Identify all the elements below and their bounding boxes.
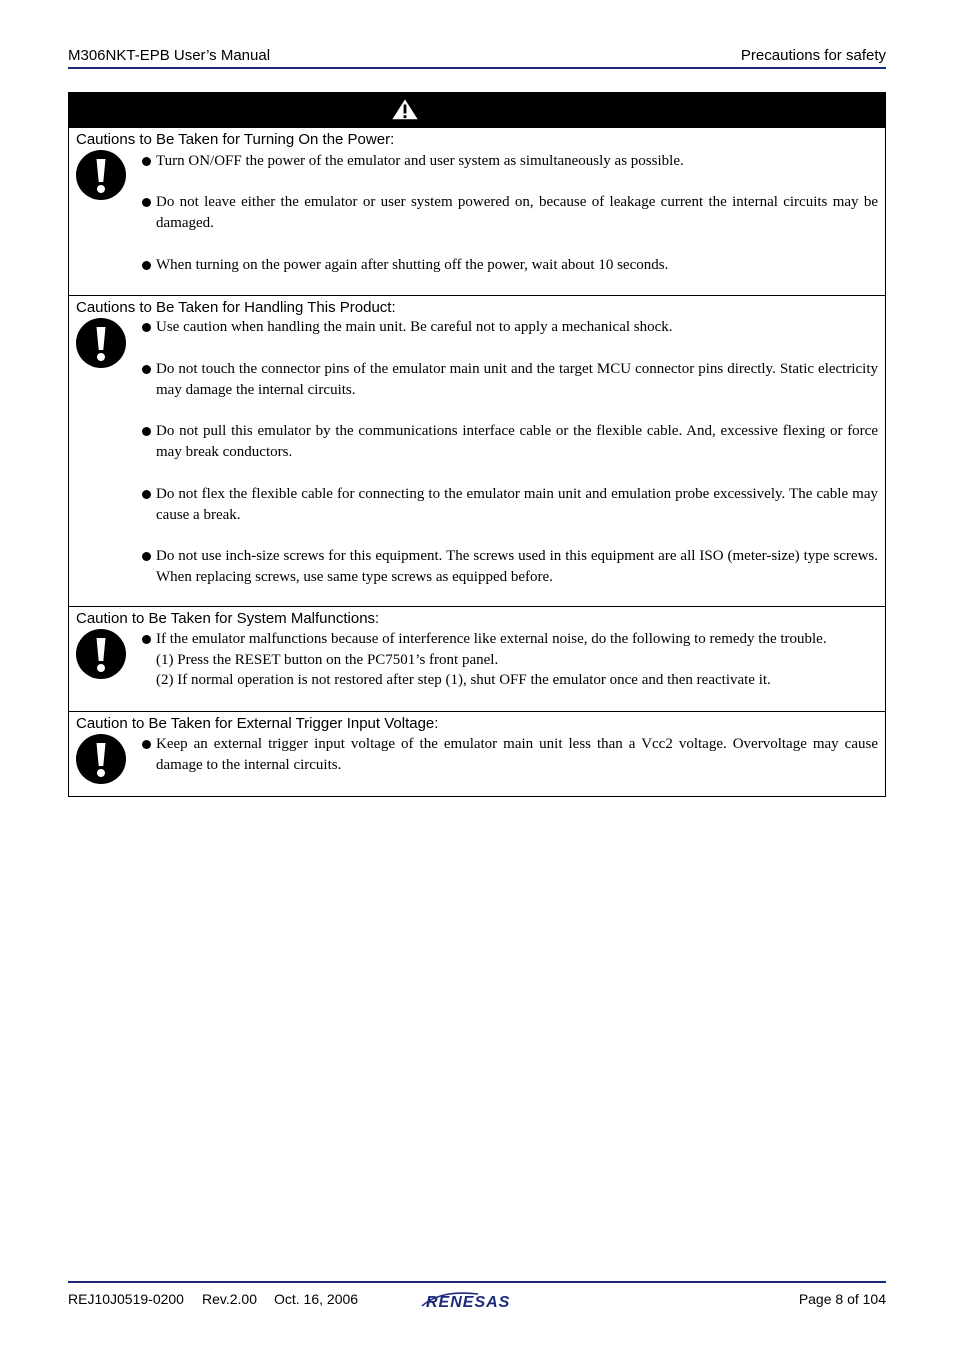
sub-step: (2) If normal operation is not restored after step (1), shut OFF the emulator once and then reactivate it. bbox=[156, 672, 771, 688]
section-handling bbox=[69, 295, 885, 606]
section-trigger-voltage bbox=[69, 711, 885, 796]
manual-title: M306NKT-EPB User’s Manual bbox=[68, 47, 271, 64]
date: Oct. 16, 2006 bbox=[274, 1291, 359, 1307]
page-header bbox=[68, 47, 886, 67]
chapter-title: Precautions for safety bbox=[740, 47, 886, 64]
list-item: Turn ON/OFF the power of the emulator and user system as simultaneously as possible. bbox=[142, 151, 878, 172]
list-item: Do not pull this emulator by the communications interface cable or the flexible cable. And, excessive flexing or force may break conductors. bbox=[142, 421, 878, 463]
section-title: Caution to Be Taken for System Malfunctions: bbox=[76, 610, 380, 627]
section-power bbox=[69, 127, 885, 295]
list-item: When turning on the power again after shutting off the power, wait about 10 seconds. bbox=[142, 255, 878, 276]
svg-text:RENESAS: RENESAS bbox=[426, 1294, 511, 1310]
mandatory-exclamation-icon bbox=[75, 149, 127, 201]
caution-table bbox=[68, 92, 886, 797]
section-title: Cautions to Be Taken for Turning On the Power: bbox=[76, 131, 395, 148]
list-item: Use caution when handling the main unit. Be careful not to apply a mechanical shock. bbox=[142, 317, 878, 338]
list-item: Do not leave either the emulator or user system powered on, because of leakage current the internal circuits may be damaged. bbox=[142, 192, 878, 234]
section-title: Cautions to Be Taken for Handling This Product: bbox=[76, 299, 396, 316]
renesas-logo bbox=[420, 1290, 536, 1310]
list-item: Do not touch the connector pins of the emulator main unit and the target MCU connector pins directly. Static electricity may damage the internal circuits. bbox=[142, 359, 878, 401]
footer-rule bbox=[68, 1281, 886, 1283]
list-item: Do not use inch-size screws for this equipment. The screws used in this equipment are all ISO (meter-size) type screws. When replacing screws, use same type screws as equipped before. bbox=[142, 546, 878, 588]
list-item: Keep an external trigger input voltage of the emulator main unit less than a Vcc2 voltage. Overvoltage may cause damage to the internal circuits. bbox=[142, 734, 878, 776]
mandatory-exclamation-icon bbox=[75, 628, 127, 680]
mandatory-exclamation-icon bbox=[75, 317, 127, 369]
sub-step: (1) Press the RESET button on the PC7501’s front panel. bbox=[156, 652, 499, 668]
section-title: Caution to Be Taken for External Trigger Input Voltage: bbox=[76, 715, 439, 732]
revision: Rev.2.00 bbox=[202, 1291, 257, 1307]
page-footer bbox=[68, 1290, 886, 1312]
page-number: Page 8 of 104 bbox=[798, 1291, 886, 1307]
list-item: Do not flex the flexible cable for connecting to the emulator main unit and emulation probe excessively. The cable may cause a break. bbox=[142, 484, 878, 526]
caution-banner bbox=[69, 93, 885, 127]
list-item: If the emulator malfunctions because of interference like external noise, do the following to remedy the trouble. bbox=[142, 629, 878, 650]
header-rule bbox=[68, 67, 886, 69]
mandatory-exclamation-icon bbox=[75, 733, 127, 785]
doc-number: REJ10J0519-0200 bbox=[68, 1291, 184, 1307]
section-malfunctions bbox=[69, 606, 885, 711]
warning-triangle-icon bbox=[389, 96, 421, 122]
